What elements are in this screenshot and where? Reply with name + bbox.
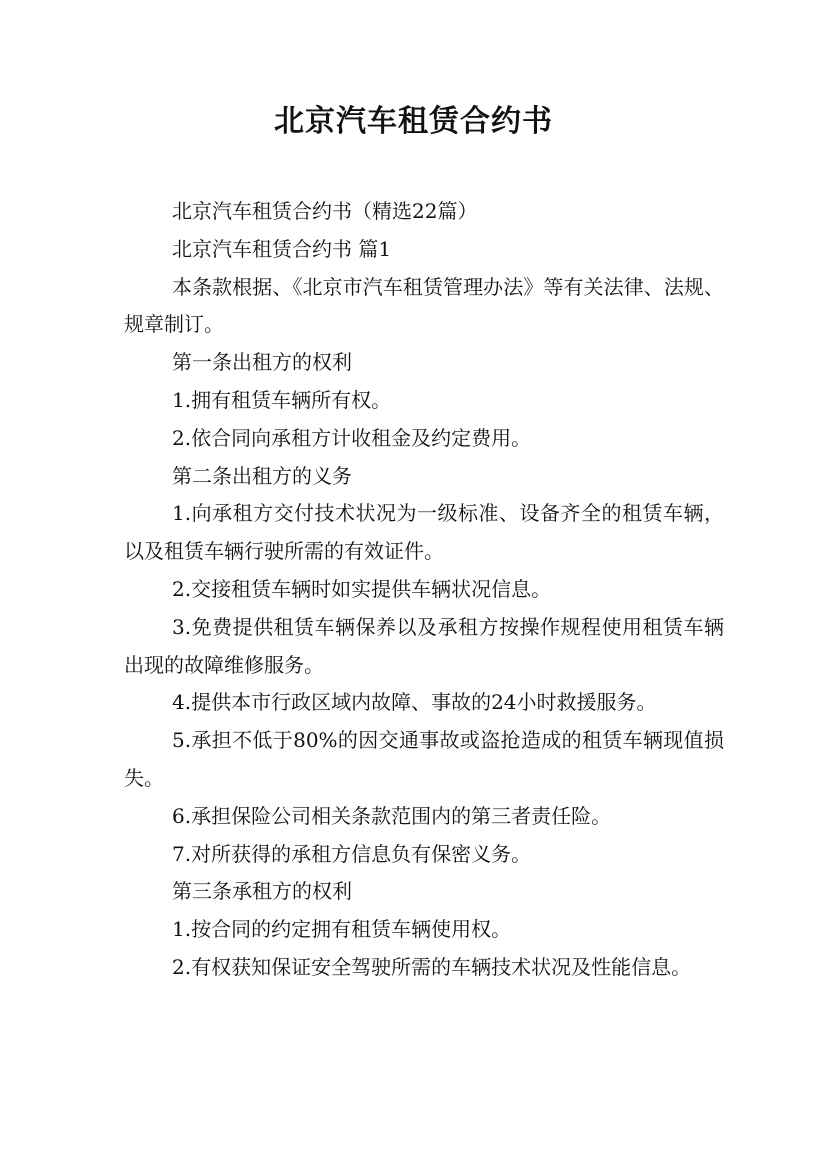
paragraph: 3.免费提供租赁车辆保养以及承租方按操作规程使用租赁车辆出现的故障维修服务。 [124,614,724,677]
paragraph: 北京汽车租赁合约书 篇1 [172,236,392,261]
paragraph: 6.承担保险公司相关条款范围内的第三者责任险。 [172,803,612,828]
paragraph: 本条款根据、《北京市汽车租赁管理办法》等有关法律、法规、规章制订。 [124,274,724,337]
paragraph: 2.有权获知保证安全驾驶所需的车辆技术状况及性能信息。 [172,954,692,979]
paragraph: 1.向承租方交付技术状况为一级标准、设备齐全的租赁车辆，以及租赁车辆行驶所需的有效证件。 [124,501,724,564]
paragraph: 2.交接租赁车辆时如实提供车辆状况信息。 [172,576,552,601]
paragraph: 7.对所获得的承租方信息负有保密义务。 [172,841,532,866]
document-body [124,193,724,987]
paragraph: 2.依合同向承租方计收租金及约定费用。 [172,425,532,450]
paragraph: 5.承担不低于80%的因交通事故或盗抢造成的租赁车辆现值损失。 [124,728,724,790]
paragraph: 1.按合同的约定拥有租赁车辆使用权。 [172,917,512,942]
paragraph: 第二条出租方的义务 [172,463,352,488]
paragraph: 北京汽车租赁合约书（精选22篇） [172,199,478,223]
paragraph: 1.拥有租赁车辆所有权。 [172,387,392,412]
paragraph: 第三条承租方的权利 [172,879,352,904]
document-title: 北京汽车租赁合约书 [274,104,553,139]
paragraph: 第一条出租方的权利 [172,350,352,375]
paragraph: 4.提供本市行政区域内故障、事故的24小时救援服务。 [172,690,657,715]
